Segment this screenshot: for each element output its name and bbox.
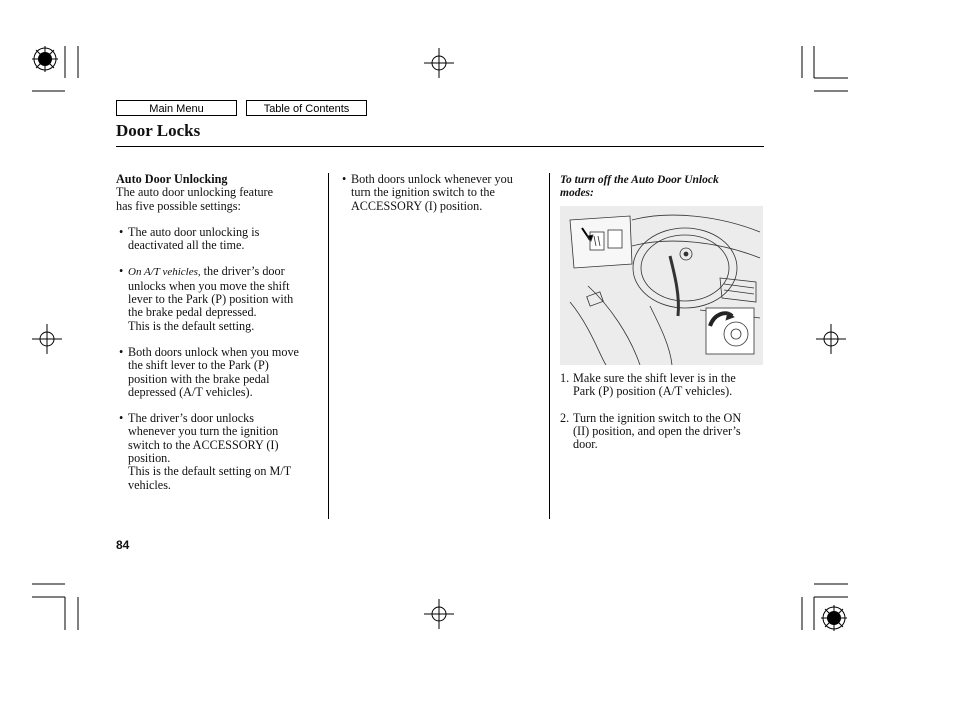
bullet-item-2 [116,265,322,332]
text-line: Turn the ignition switch to the ON [573,410,742,425]
step-1 [560,372,765,399]
text-line: door. [573,437,598,452]
procedure-heading-line-2: modes: [560,186,594,199]
column-divider-1 [328,173,329,519]
intro-line-1: The auto door unlocking feature [116,185,274,200]
bullet-item-4 [116,412,322,492]
text-line: the brake pedal depressed. [128,305,257,320]
text-line: (II) position, and open the driver’s [573,423,741,438]
step-2 [560,412,765,452]
page-title: Door Locks [116,121,201,140]
bullet-item-1 [116,226,322,253]
text-line: This is the default setting. [128,318,255,333]
text-line: whenever you turn the ignition [128,424,279,439]
column-divider-2 [549,173,550,519]
step-number: 2. [560,410,570,425]
text-line: • Both doors unlock when you move [128,344,299,359]
text-line: This is the default setting on M/T [128,464,292,479]
title-rule [116,146,764,147]
section-heading: Auto Door Unlocking [116,172,228,186]
text-line: • Both doors unlock whenever you [351,172,513,186]
main-menu-button[interactable]: Main Menu [116,100,237,116]
text-line: position. [128,451,171,466]
page-number: 84 [116,538,130,552]
column-3 [560,174,765,199]
text-line: the shift lever to the Park (P) [128,358,269,373]
text-span: the driver’s door [200,264,285,279]
text-line: deactivated all the time. [128,238,245,253]
procedure-heading-line-1: To turn off the Auto Door Unlock [560,174,719,186]
intro-line-2: has five possible settings: [116,198,241,213]
text-line: turn the ignition switch to the [351,185,495,200]
text-line: position with the brake pedal [128,371,270,386]
text-line: Park (P) position (A/T vehicles). [573,384,733,399]
bullet-item-3 [116,346,322,399]
column-2 [339,173,544,213]
step-number: 1. [560,371,570,385]
italic-note: On A/T vehicles, [128,266,201,279]
bullet-item-5 [339,173,544,213]
text-line [128,265,322,279]
dashboard-illustration [560,206,763,365]
text-line: • The auto door unlocking is [128,224,260,239]
column-1 [116,173,322,492]
text-line: ACCESSORY (I) position. [351,198,483,213]
text-line: depressed (A/T vehicles). [128,384,253,399]
text-line: • The driver’s door unlocks [128,411,255,426]
text-line: unlocks when you move the shift [128,278,290,293]
text-line: Make sure the shift lever is in the [573,371,736,385]
table-of-contents-button[interactable]: Table of Contents [246,100,367,116]
text-line: vehicles. [128,477,171,492]
text-line: lever to the Park (P) position with [128,292,294,307]
procedure-steps [560,372,765,451]
text-line: switch to the ACCESSORY (I) [128,437,279,452]
dashboard-drawing [560,206,763,365]
